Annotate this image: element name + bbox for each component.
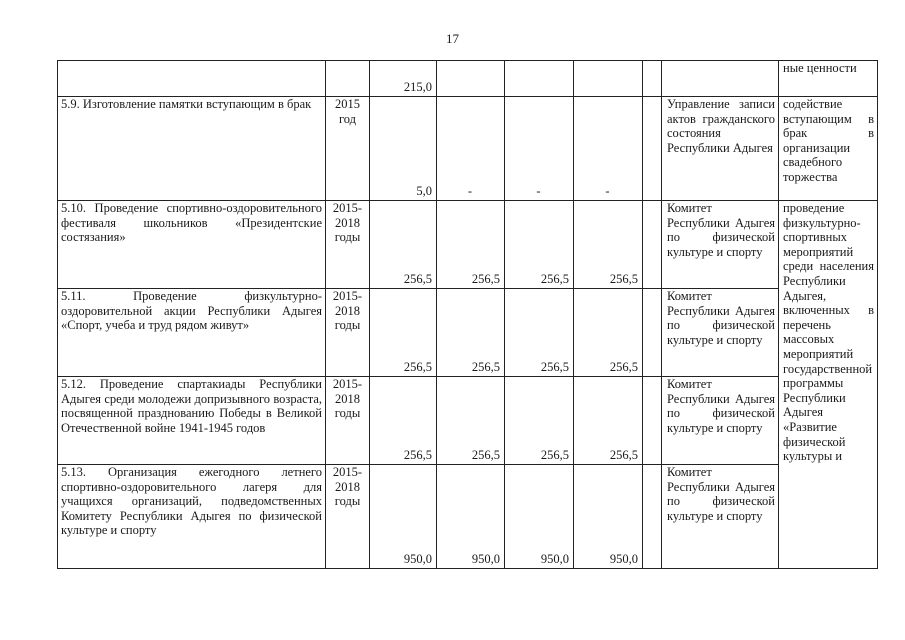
value-cell: 950,0 (437, 465, 505, 569)
value-cell: 950,0 (574, 465, 643, 569)
value-cell: 256,5 (505, 289, 574, 377)
value-cell: 256,5 (370, 201, 437, 289)
empty-cell (643, 465, 662, 569)
table-row (58, 201, 878, 289)
years-cell (326, 61, 370, 97)
value-cell: 256,5 (370, 377, 437, 465)
years-cell: 2015-2018 годы (326, 289, 370, 377)
value-cell: 256,5 (437, 289, 505, 377)
value-cell: - (574, 97, 643, 201)
table-row (58, 465, 878, 569)
value-cell: 256,5 (437, 201, 505, 289)
value-cell: - (505, 97, 574, 201)
empty-cell (643, 289, 662, 377)
value-cell (574, 61, 643, 97)
table-row (58, 61, 878, 97)
value-cell (505, 61, 574, 97)
desc-cell: 5.9. Изготовление памятки вступающим в брак (58, 97, 326, 201)
table-row (58, 97, 878, 201)
org-cell: Комитет Республики Адыгея по физической культуре и спорту (662, 289, 779, 377)
value-cell: 256,5 (505, 377, 574, 465)
page-number: 17 (446, 31, 459, 46)
note-cell: ные ценности (779, 61, 878, 97)
value-cell (437, 61, 505, 97)
empty-cell (643, 97, 662, 201)
desc-cell (58, 61, 326, 97)
note-cell: содействие вступающим в брак в организации свадебного торжества (779, 97, 878, 201)
empty-cell (643, 201, 662, 289)
value-cell: - (437, 97, 505, 201)
empty-cell (643, 377, 662, 465)
years-cell: 2015 год (326, 97, 370, 201)
value-cell: 256,5 (574, 201, 643, 289)
desc-cell: 5.11. Проведение физкультурно-оздоровительной акции Республики Адыгея «Спорт, учеба и труд рядом живут» (58, 289, 326, 377)
value-cell: 256,5 (437, 377, 505, 465)
org-cell: Комитет Республики Адыгея по физической культуре и спорту (662, 377, 779, 465)
desc-cell: 5.12. Проведение спартакиады Республики Адыгея среди молодежи допризывного возраста, посвященной празднованию Победы в Великой Отечественной войне 1941-1945 годов (58, 377, 326, 465)
value-cell: 950,0 (370, 465, 437, 569)
value-cell: 256,5 (505, 201, 574, 289)
value-cell: 256,5 (574, 377, 643, 465)
org-cell: Управление записи актов гражданского состояния Республики Адыгея (662, 97, 779, 201)
measures-table (57, 60, 878, 569)
value-cell: 5,0 (370, 97, 437, 201)
value-cell: 215,0 (370, 61, 437, 97)
value-cell: 256,5 (574, 289, 643, 377)
org-cell: Комитет Республики Адыгея по физической культуре и спорту (662, 465, 779, 569)
merged-note-cell: проведение физкультурно-спортивных мероприятий среди населения Республики Адыгея, включенных в перечень массовых мероприятий государственной программы Республики Адыгея «Развитие физической культуры и (779, 201, 878, 569)
value-cell: 950,0 (505, 465, 574, 569)
org-cell (662, 61, 779, 97)
table-row (58, 377, 878, 465)
org-cell: Комитет Республики Адыгея по физической культуре и спорту (662, 201, 779, 289)
desc-cell: 5.13. Организация ежегодного летнего спортивно-оздоровительного лагеря для учащихся организаций, подведомственных Комитету Республики Адыгея по физической культуре и спорту (58, 465, 326, 569)
years-cell: 2015-2018 годы (326, 201, 370, 289)
empty-cell (643, 61, 662, 97)
desc-cell: 5.10. Проведение спортивно-оздоровительного фестиваля школьников «Президентские состязания» (58, 201, 326, 289)
years-cell: 2015-2018 годы (326, 377, 370, 465)
value-cell: 256,5 (370, 289, 437, 377)
table-row (58, 289, 878, 377)
years-cell: 2015-2018 годы (326, 465, 370, 569)
